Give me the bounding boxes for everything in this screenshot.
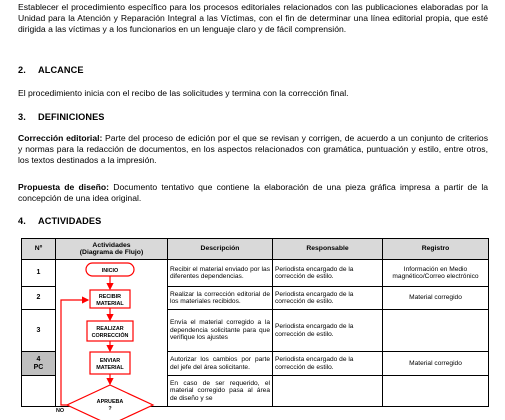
flow-correct-label-2: CORRECCIÓN [91, 333, 129, 339]
section-number: 3. [18, 112, 26, 122]
flow-decision-label-1: APRUEBA [96, 399, 124, 405]
alcance-paragraph: El procedimiento inicia con el recibo de las solicitudes y termina con la corrección final. [18, 88, 349, 98]
row-record: Material corregido [383, 352, 489, 376]
row-description: Autorizar los cambios por parte del jefe del área solicitante. [168, 352, 273, 376]
definition-term: Corrección editorial: [18, 133, 103, 143]
definition-term: Propuesta de diseño: [18, 182, 110, 192]
row-responsible: Periodista encargado de la corrección de estilo. [273, 287, 383, 310]
section-title: ACTIVIDADES [38, 216, 102, 226]
header-num: Nº [22, 239, 56, 260]
definition-text: Documento tentativo que contiene la elaboración de una pieza gráfica impresa a partir de la concepción de una idea original. [18, 182, 489, 203]
header-description: Descripción [168, 239, 273, 260]
row-description: Recibir el material enviado por las diferentes dependencias. [168, 260, 273, 287]
definition-text: Parte del proceso de edición por el que se revisan y corrigen, de acuerdo a un conjunto de criterios y normas para la redacción de documentos, en los aspectos relacionados con gramática, puntuación y estilo, entre otros, los textos destinados a la impresión. [18, 133, 488, 165]
flow-correct-label-1: REALIZAR [96, 326, 124, 332]
section-title: ALCANCE [38, 65, 84, 75]
flow-decision-label-2: ? [108, 406, 112, 412]
section-number: 2. [18, 65, 26, 75]
row-number: 1 [22, 260, 56, 287]
row-responsible: Periodista encargado de la corrección de estilo. [273, 260, 383, 287]
objective-paragraph: Establecer el procedimiento específico para los procesos editoriales relacionados con las publicaciones elaboradas por la Unidad para la Atención y Reparación Integral a las Víctimas, con el fin de determinar una línea editorial propia, que esté dirigida a las víctimas y a los funcionarios en un lenguaje claro y de fácil comprensión. [18, 2, 488, 34]
flow-send-label-2: MATERIAL [96, 365, 124, 371]
row-number: 3 [22, 310, 56, 352]
flow-start-label: INICIO [101, 268, 119, 274]
flow-send-label-1: ENVIAR [99, 358, 121, 364]
header-record: Registro [383, 239, 489, 260]
flow-receive-label-2: MATERIAL [96, 301, 124, 307]
flow-loop-arrow [61, 300, 88, 405]
section-number: 4. [18, 216, 26, 226]
header-activities: Actividades (Diagrama de Flujo) [56, 239, 168, 260]
flow-no-label: NO [55, 408, 65, 414]
section-title: DEFINICIONES [38, 112, 105, 122]
row-responsible: Periodista encargado de la corrección de estilo. [273, 310, 383, 352]
row-record: Material corregido [383, 287, 489, 310]
flow-receive-label-1: RECIBIR [98, 294, 122, 300]
row-description: En caso de ser requerido, el material corregido pasa al área de diseño y se [168, 376, 273, 407]
row-description: Realizar la corrección editorial de los materiales recibidos. [168, 287, 273, 310]
row-number: 4 PC [22, 352, 56, 376]
row-number: 2 [22, 287, 56, 310]
row-responsible: Periodista encargado de la corrección de estilo. [273, 352, 383, 376]
row-description: Envía el material corregido a la dependencia solicitante para que verifique los ajustes [168, 310, 273, 352]
row-record: Información en Medio magnético/Correo electrónico [383, 260, 489, 287]
header-responsible: Responsable [273, 239, 383, 260]
